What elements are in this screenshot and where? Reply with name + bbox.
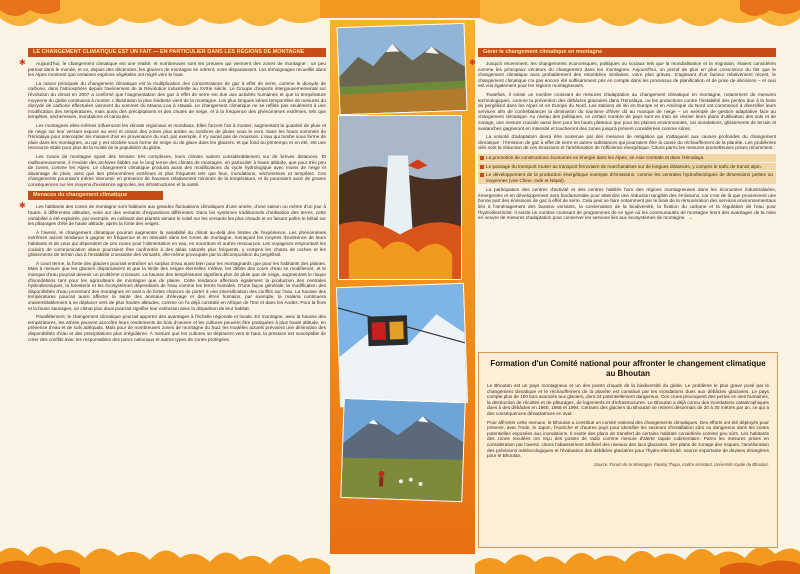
box-title: Formation d'un Comité national pour affronter le changement climatique au Bhoutan xyxy=(490,359,766,378)
paragraph: Pour affronter cette menace, le Bhoutan a constitué un comité national des changements climatiques. Des efforts ont été déployés pour prévenir, avec l'Inde, le Japon, l'Autriche et d'autres pays pour identifier les secteurs d'installation sûrs ou dangereux dans les zones potentielles exposées aux inondations. Il existe des plans de transfert de certains habitats considérés comme peu sûrs. Les habitants des zones reculées ont reçu des postes de radio comme mesure d'alerte rapide rudimentaire. Parmi les mesures prises en considération par l'avenir, citons l'abaissement artificiel des niveaux des lacs glaciaires, des plans de zonage des risques, l'amélioration des prévisions météorologiques et l'évaluation des débâcles glaciaires pour l'hydro-électricité, source importante de devises étrangères pour le Bhoutan. xyxy=(487,419,769,459)
star-icon: ✱ xyxy=(469,58,476,67)
source-credit: Source: Forum de la Montagne, Pankaj Thapa, maître assistant, Université royale du Bhoutan. xyxy=(593,461,769,467)
right-column xyxy=(469,48,776,225)
paragraph: Aujourd'hui, le changement climatique est une réalité, et nombreuses sont les preuves qui viennent des zones de montagne : un peu partout dans le monde, et ce, depuis des décennies, les glaciers de montagne se retirent, voire disparaissent. Les témoignages recueillis dans les Alpes montrent que certaines espèces végétales ont migré vers le haut. xyxy=(28,61,326,78)
section-title-threats: Menaces du changement climatique xyxy=(28,191,163,200)
paragraph: Jusqu'à récemment, les changements économiques, politiques ou sociaux tels que la mondialisation et la migration, étaient considérés comme les principaux vecteurs du changement dans les montagnes. Aujourd'hui, on prend de plus en plus conscience du fait que le changement climatique aura probablement des retombées similaires, voire plus graves. S'agissant d'un facteur relativement récent, le changement climatique n'a pas encore été suffisamment pris en compte dans les processus de planification et de prise de décisions – et ceci est vrai également pour les régions montagneuses. xyxy=(478,61,776,89)
paragraph: Parallèlement, le changement climatique pourrait apporter des avantages à l'échelle régionale et locale. En montagne, avec la hausse des températures, les arbres peuvent accroître leurs rendements de bois d'oeuvre et les cultures peuvent être pratiquées à plus haute altitude, en présence d'eau et de sols adéquats. Mais pour de nombreuses zones de montagne du Sud, les modèles actuels prévoient une diminution des disponibilités d'eau et des précipitations plus irrégulières. À mesure que les cultures se déplacent vers le haut, la pression est susceptible de créer des conflits avec les responsables des parcs nationaux et autres types de zones protégées. xyxy=(28,314,326,342)
section-title-managing: Gérer le changement climatique en montagne xyxy=(478,48,776,57)
photo-waterfall-fire xyxy=(338,115,462,280)
paragraph: À court terme, la fonte des glaciers pourrait entraîner un surplus d'eau aussi bien pour les montagnards que pour les habitants des plaines. Mais à mesure que les glaciers disparaissent et que la limite des neiges éternelles s'élève, les débits des cours d'eau se modifieront, et le manque d'eau pourrait devenir un problème croissant. La hausse des températures signifiera plus de pluie que de neige, augmentant le risque d'inondations tant pour les agriculteurs de montagne que de plaine. Cette tendance affectera également la production des centrales hydroélectriques, la foresterie et les écosystèmes dépendants de l'eau comme les terres humides. D'une façon générale, la modification des disponibilités d'eau provenant des montagnes en aval a de fortes chances de porter à une intensification des conflits sur l'eau. La hausse des températures pourrait aussi affecter la santé des animaux d'élevage et des êtres humains, par exemple, la malaria continuera vraisemblablement à se déplacer vers de plus hautes altitudes, comme on l'a déjà constaté en Afrique de l'Est et dans les Andes. Pour la flore et la faune sauvages, un climat plus doux pourrait signifier leur extinction avec la disparition de leur habitat. xyxy=(28,260,326,311)
paragraph: La participation des centres d'activité et des centres habités hors des régions montagneuses dans les économies industrialisées, émergentes et en développement sera fondamentale pour atteindre une réduction tangible des émissions, car c'est de là que proviennent une bonne part des émissions de gaz à effet de serre. Cela peut se faire notamment par le biais de la rémunération des services environnementaux liés à l'aménagement des bassins versants, la conservation de la biodiversité, la fixation du carbone et la régulation de l'eau pour l'hydroélectricité. Il existe un nombre croissant de programmes de ce type où les communautés de montagne tirent des avantages de la mise en oeuvre de mesures d'adaptation pour conserver les services liés aux écosystèmes de montagne. → xyxy=(478,187,776,222)
bhutan-sidebar-box xyxy=(478,352,778,548)
paragraph: Le Bhoutan est un pays montagneux et un des points chauds de la biodiversité du globe. Le problème le plus grave posé par le changement climatique et le réchauffement de la planète est constitué par les inondations dues aux débâcles glaciaires. Le pays compte plus de 100 lacs associés aux glaciers, dont 24 potentiellement dangereux. Ces crues provoquent des pertes en vies humaines, la destruction de récoltes et de pâturages, de logements et d'infrastructures. Le Bhoutan a déjà connu des inondations catastrophiques dues à des débâcles en 1960, 1968 et 1994. Certains des glaciers du Bhoutan se retirent désormais de 20 à 30 mètres par an, ce qui a des conséquences dévastatrices en aval. xyxy=(487,383,769,416)
paragraph: La volonté d'adaptation devra être soutenue par des mesures de mitigation qui s'attaquent aux causes profondes du changement climatique : l'émission de gaz à effet de serre et autres substances qui pourraient être la cause du réchauffement de la planète. Les problèmes clés sont la réduction de ces émissions et l'amélioration de l'efficience énergétique. Citons parmi les mesures prometteuses prises récemment : xyxy=(478,134,776,151)
bullet-item: Le passage du transport routier au transport ferroviaire de marchandises sur de longues distances, y compris le trafic de transit alpin. xyxy=(478,163,776,171)
photo-ski-lift xyxy=(336,283,468,407)
paragraph: Les zones de montagne ayant des terrains très complexes, leurs climats varient considérablement sur de brèves distances. Et malheureusement, il n'existe des archives fiables sur le long terme des climats de montagne, en particulier à haute altitude, que pour très peu de zones, comme les Alpes. Le changement climatique produira aussi des modifications du cycle hydrologique avec moins de neige et davantage de pluie, ainsi que des phénomènes extrêmes et plus fréquents tels que feux, inondations, sécheresses et tempêtes. Ces changements pourraient même intervenir en présence de hausses relativement minimes de la température, et ils pourraient avoir de graves conséquences sur les moyens d'existence agricoles, les infrastructures et la santé. xyxy=(28,153,326,187)
bullet-item: Le développement de la production énergétique exempte d'émissions, comme les centrales hydroélectriques de dimensions petites ou moyennes (voir Chine, Inde et Népal). xyxy=(478,171,776,184)
photo-mountain-lake xyxy=(337,23,468,115)
paragraph: Toutefois, il existe un nombre croissant de mesures d'adaptation au changement climatique en montagne, notamment de mesures technologiques, comme la prévention des débâcles glaciaires dans l'Himalaya, ou les protections contre l'instabilité des pentes due à la fonte du pergélisol dans les Alpes et en Europe du Nord. Les stations de ski en Europe et en Amérique du Nord ont commencé à diversifier leurs services afin de contrebalancer la diminution du tourisme d'hiver dû au manque de neige – un exemple de gestion adaptative face au changement climatique. Au niveau des politiques, un certain nombre de pays sont en train de réviser leurs plans d'utilisation des sols et de zonage, une mesure cruciale aussi bien pour les hauts plateaux que pour les plaines environnantes, car inondations, glissements de terrain et avalanches gagneront en intensité et toucheront des zones jusqu'à présent considérées comme sûres. xyxy=(478,91,776,131)
photo-column xyxy=(330,20,475,554)
arrow-right-icon: → xyxy=(687,215,694,222)
paragraph: À l'avenir, le changement climatique pourrait augmenter la variabilité du climat au-delà des limites de l'expérience. Les phénomènes extrêmes auront tendance à gagner en fréquence et en intensité dans les zones de montagne, menaçant les moyens d'existence de leurs habitants et de ceux qui dépendent de ces zones pour l'alimentation en eau, en nourriture et autres ressources. Les voyageurs empruntant les couloirs de communication vitaux pourraient être confrontés à des aléas naturels plus fréquents, y compris les chutes de roches et les glissements de terrain dus à l'instabilité croissante des versants, elle-même provoquée par la décomposition du pergélisol. xyxy=(28,229,326,258)
paragraph: Les habitants des zones de montagne sont habitués aux grandes fluctuations climatiques d'une année, d'une saison ou même d'un jour à l'autre, à différentes altitudes, voire sur des versants d'expositions différentes. Dans les systèmes traditionnels d'utilisation des terres, cette variabilité a été exploitée, par exemple, en cultivant des plantes aimant le soleil sur les versants les plus chauds et en faisant paître le bétail sur les pâturages d'été de haute altitude, après la fonte des neiges. xyxy=(28,204,326,227)
star-icon: ✱ xyxy=(19,201,26,211)
bullet-item: La promotion de constructions économes en énergie dans les Alpes, en Asie Centrale et dans l'Himalaya. xyxy=(478,154,776,162)
paragraph: La raison principale du changement climatique est la multiplication des concentrations de gaz à effet de serre, comme le dioxyde de carbone, dans l'atmosphère depuis l'avènement de la Révolution industrielle au XVIIIe siècle. Le Groupe d'experts intergouvernemental sur l'évolution du climat en 2007 a confirmé que l'augmentation des gaz à effet de serre est due aux activités humaines et que la température moyenne du globe continuera à monter. L'illustration la plus évidente vient de la montagne. Les plus longues séries temporelles de mesures du dioxyde de carbone effectuées viennent du sommet du Mauna Loa à Hawaii. Le changement climatique ne se reflète pas seulement à une modification des températures, mais aussi des précipitations et des chutes de neige, et à la fréquence des phénomènes extrêmes, tels que tempêtes, sécheresses, inondations et canicules. xyxy=(28,80,326,120)
photo-herder-valley xyxy=(340,398,465,502)
star-icon: ✱ xyxy=(19,58,26,67)
section-title-climate-fact: LE CHANGEMENT CLIMATIQUE EST UN FAIT — EN PARTICULIER DANS LES RÉGIONS DE MONTAGNE xyxy=(28,48,326,57)
left-column xyxy=(19,48,326,345)
paragraph: Les montagnes elles-mêmes influencent les climats régionaux et mondiaux. Elles forcent l'air à monter, augmentant la quantité de pluie et de neige sur leur versant exposé au vent et créant des zones plus arides ou sombres de pluies sous le vent. Sans les hauts sommets de l'Himalaya pour intercepter les masses d'air en provenance du sud, par exemple, il n'y aurait pas de mousson. L'eau qui tombe sous forme de pluie dans les montagnes, ou qui y est stockée sous forme de neige ou de glace dans les glaciers, et qui fond au printemps et en été, est une ressource vitale pour plus de la moitié de la population du globe. xyxy=(28,122,326,151)
